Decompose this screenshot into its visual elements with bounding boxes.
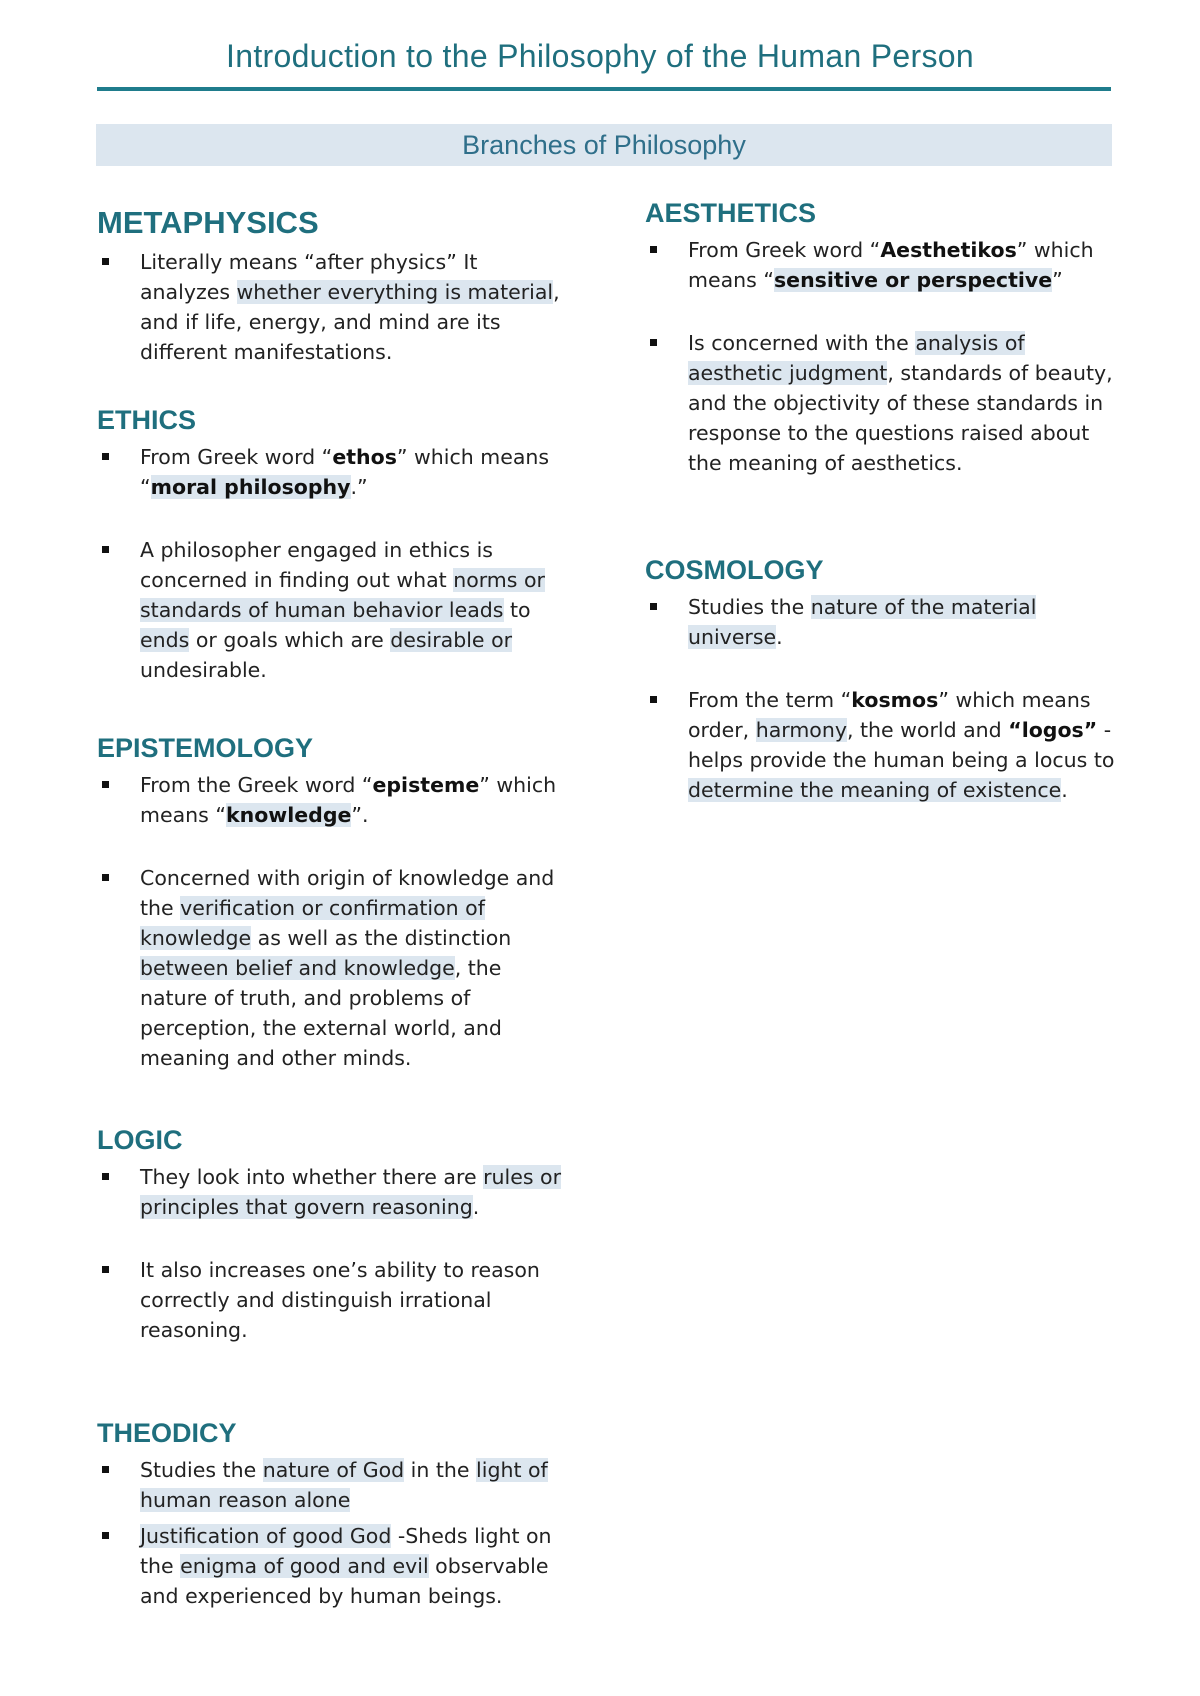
epistemology-heading: EPISTEMOLOGY [97,733,314,763]
cosmology-bullet-1: Studies the nature of the material universe. [645,592,1115,652]
section-theodicy [97,1418,567,1611]
cosmology-bullet-2: From the term “kosmos” which means order, harmony, the world and “logos” -helps provide the human being a locus to determine the meaning of existence. [645,685,1115,805]
ethics-bullet-2: A philosopher engaged in ethics is concerned in finding out what norms or standards of human behavior leads to ends or goals which are desirable or undesirable. [97,535,567,685]
theodicy-heading: THEODICY [97,1418,237,1448]
section-ethics [97,405,567,685]
section-epistemology [97,733,567,1073]
epistemology-bullet-2: Concerned with origin of knowledge and the verification or confirmation of knowledge as well as the distinction between belief and knowledge, the nature of truth, and problems of perception, the external world, and meaning and other minds. [97,863,567,1073]
cosmology-heading: COSMOLOGY [645,555,824,585]
metaphysics-bullet-1: Literally means “after physics” It analyzes whether everything is material, and if life, energy, and mind are its different manifestations. [97,247,567,367]
metaphysics-heading: METAPHYSICS [97,205,319,240]
theodicy-bullet-1: Studies the nature of God in the light of human reason alone [97,1455,567,1515]
aesthetics-heading: AESTHETICS [645,198,817,228]
section-metaphysics [97,205,567,367]
section-aesthetics [645,198,1115,478]
epistemology-bullet-1: From the Greek word “episteme” which means “knowledge”. [97,770,567,830]
section-logic [97,1125,567,1345]
section-banner: Branches of Philosophy [96,124,1112,166]
logic-bullet-2: It also increases one’s ability to reason correctly and distinguish irrational reasoning. [97,1255,567,1345]
logic-heading: LOGIC [97,1125,183,1155]
ethics-heading: ETHICS [97,405,197,435]
aesthetics-bullet-2: Is concerned with the analysis of aesthetic judgment, standards of beauty, and the objectivity of these standards in response to the questions raised about the meaning of aesthetics. [645,328,1115,478]
aesthetics-bullet-1: From Greek word “Aesthetikos” which means “sensitive or perspective” [645,235,1115,295]
section-cosmology [645,555,1115,805]
theodicy-bullet-2: Justification of good God -Sheds light on the enigma of good and evil observable and experienced by human beings. [97,1521,567,1611]
logic-bullet-1: They look into whether there are rules or principles that govern reasoning. [97,1162,567,1222]
title-underline [97,87,1111,91]
ethics-bullet-1: From Greek word “ethos” which means “moral philosophy.” [97,442,567,502]
document-title: Introduction to the Philosophy of the Human Person [226,38,974,74]
